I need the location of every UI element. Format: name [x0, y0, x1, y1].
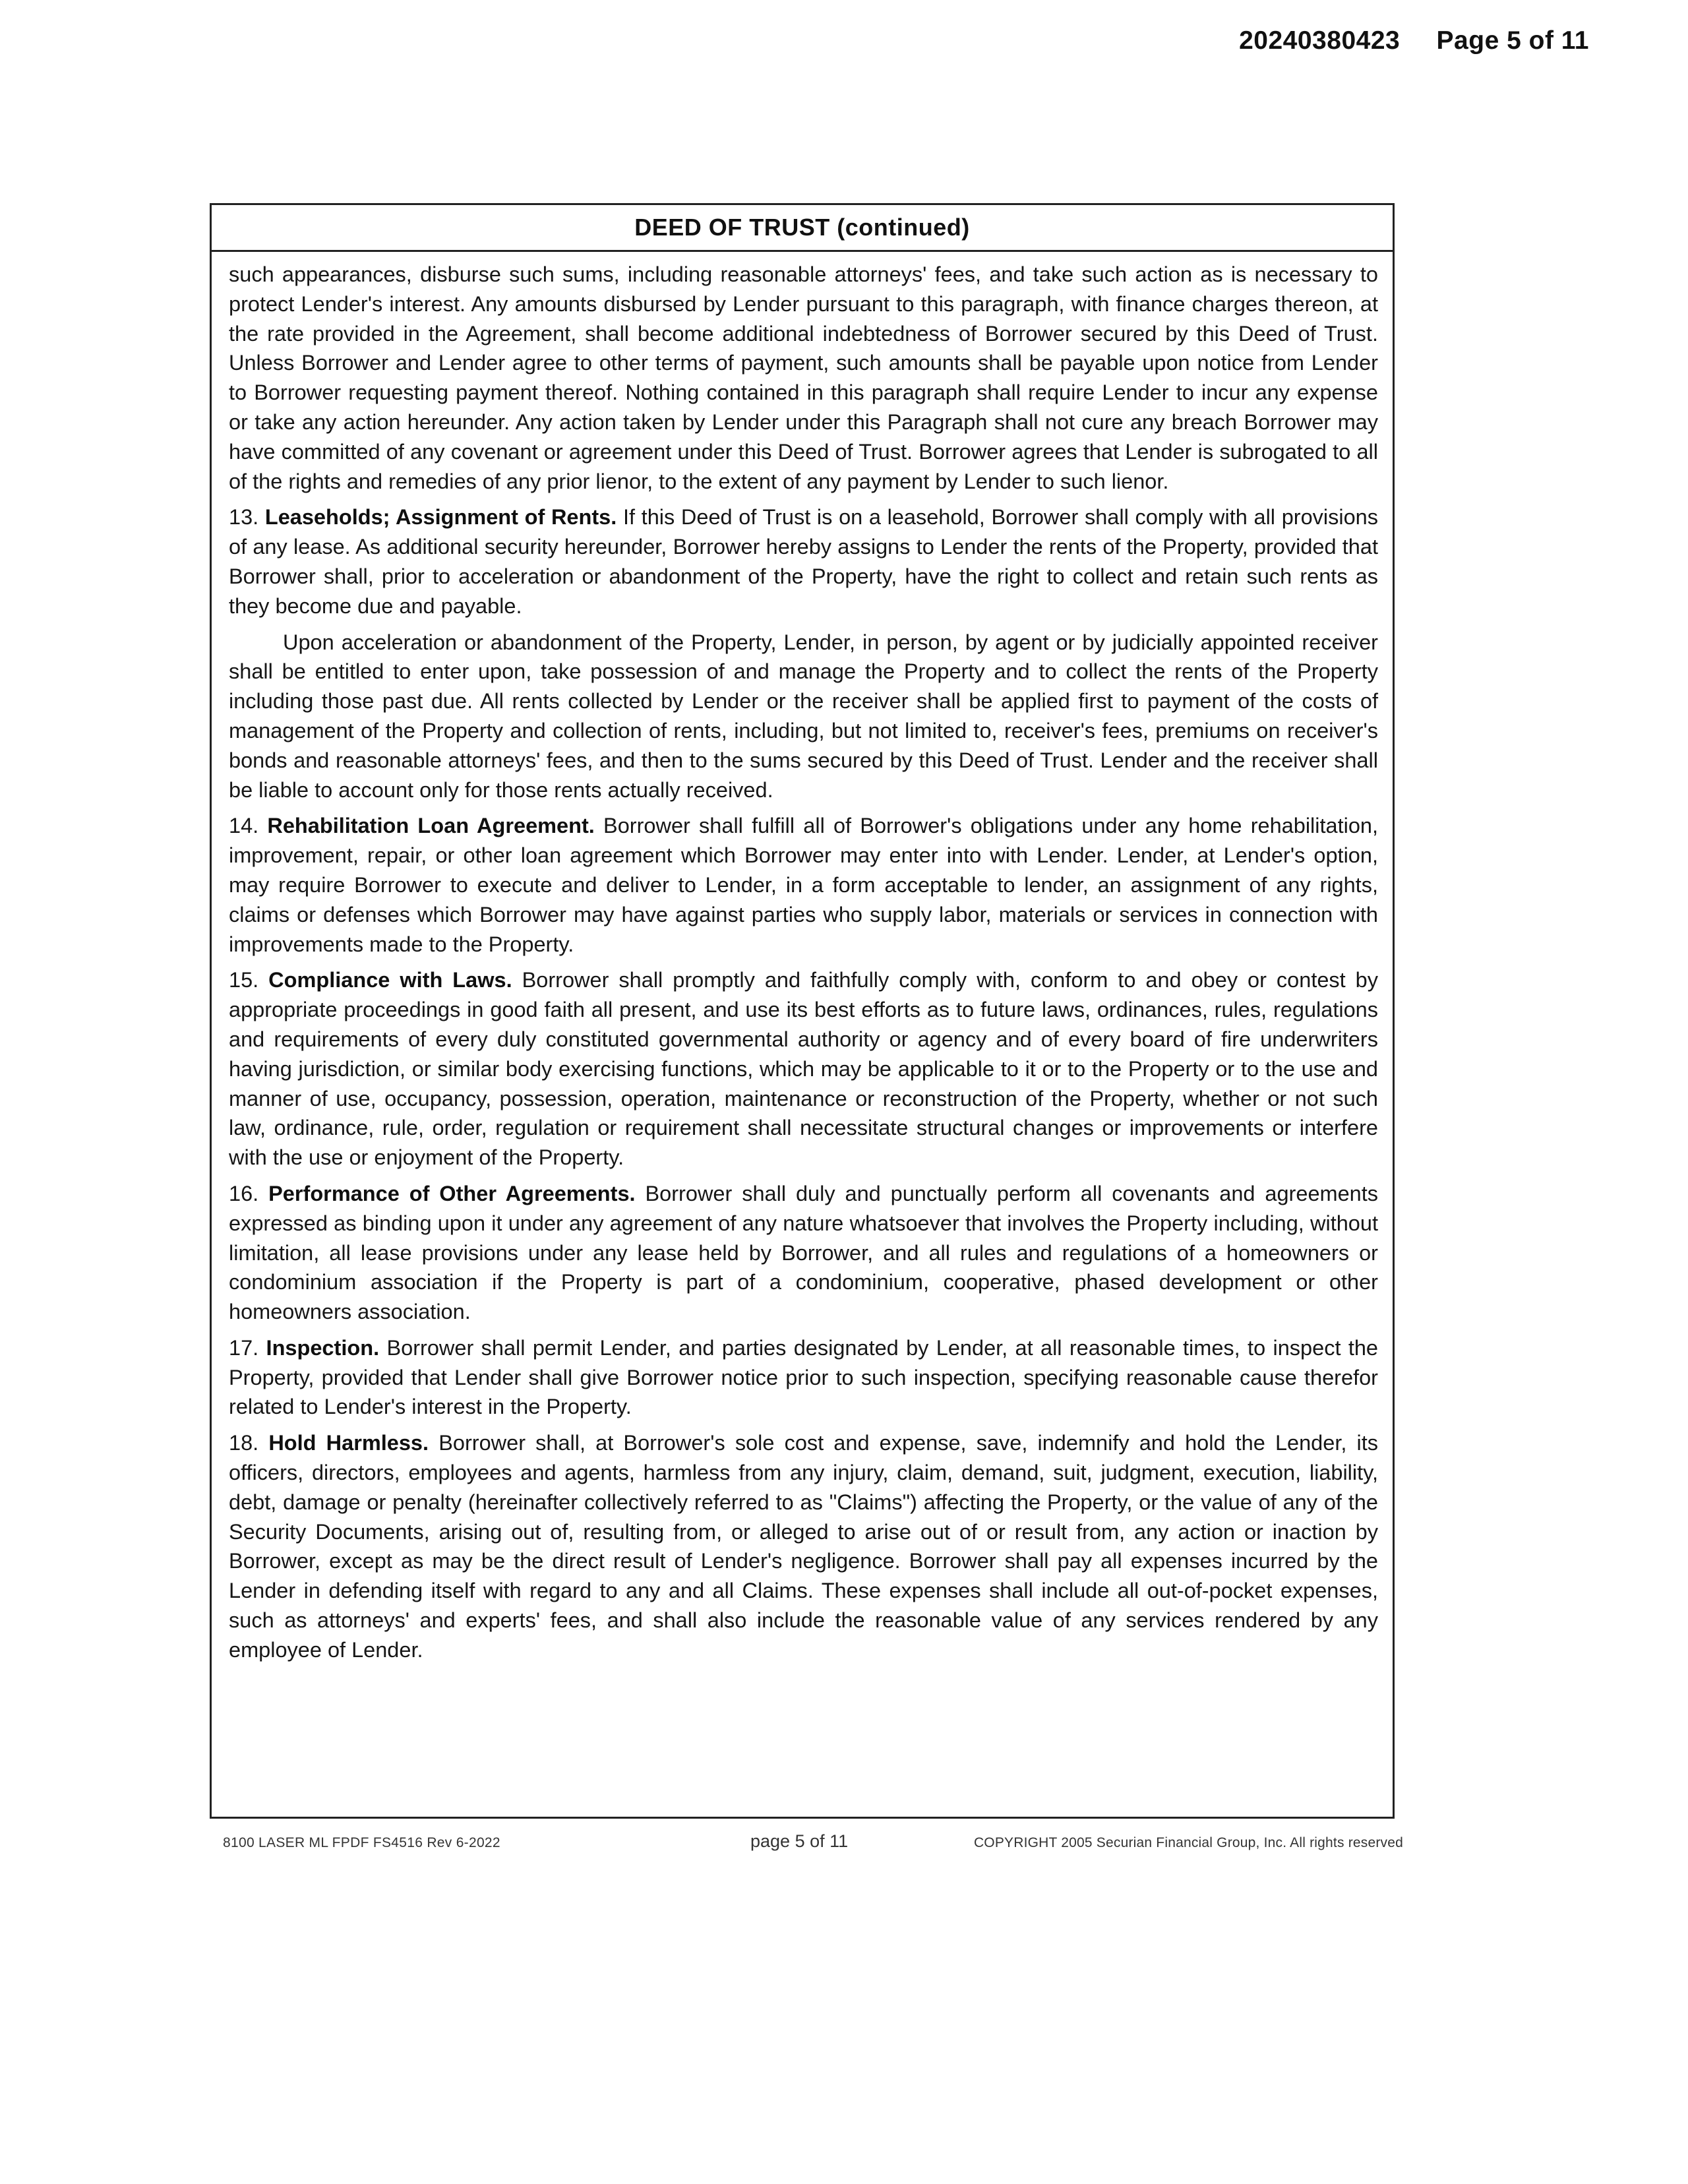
copyright-notice: COPYRIGHT 2005 Securian Financial Group, Inc. All rights reserved	[973, 1835, 1403, 1850]
paragraph-14	[229, 811, 1378, 959]
paragraph-number: 18.	[229, 1431, 259, 1455]
footer-page-number: page 5 of 11	[750, 1831, 849, 1851]
paragraph-heading: Performance of Other Agreements.	[268, 1181, 636, 1205]
paragraph-heading: Hold Harmless.	[268, 1431, 429, 1455]
paragraph-heading: Compliance with Laws.	[268, 968, 512, 992]
recording-header	[1239, 26, 1589, 55]
paragraph-number: 17.	[229, 1335, 259, 1360]
paragraph-heading: Leaseholds; Assignment of Rents.	[264, 505, 617, 530]
paragraph-continuation	[229, 260, 1378, 496]
paragraph-number: 13.	[229, 505, 259, 530]
paragraph-18	[229, 1428, 1378, 1664]
paragraph-text: Borrower shall, at Borrower's sole cost and expense, save, indemnify and hold the Lender, its officers, directors, employees and agents, harmless from any injury, claim, demand, suit, judgment, execution, liability, debt, damage or penalty (hereinafter collectively referred to as "Claims") affecting the Property, or the value of any of the Security Documents, arising out of, resulting from, or alleged to arise out of or result from, any action or inaction by Borrower, except as may be the direct result of Lender's negligence. Borrower shall pay all expenses incurred by the Lender in defending itself with regard to any and all Claims. These expenses shall include all out-of-pocket expenses, such as attorneys' and experts' fees, and shall also include the reasonable value of any services rendered by any employee of Lender.	[229, 1431, 1379, 1662]
paragraph-13	[229, 502, 1378, 621]
paragraph-text: Borrower shall permit Lender, and parties designated by Lender, at all reasonable times, to inspect the Property, provided that Lender shall give Borrower notice prior to such inspection, specifying reasonable cause therefor related to Lender's interest in the Property.	[229, 1335, 1379, 1419]
paragraph-text: If this Deed of Trust is on a leasehold, Borrower shall comply with all provisions of any lease. As additional security hereunder, Borrower hereby assigns to Lender the rents of the Property, provided that Borrower shall, prior to acceleration or abandonment of the Property, have the right to collect and retain such rents as they become due and payable.	[229, 505, 1379, 618]
paragraph-number: 15.	[229, 968, 259, 992]
form-body	[212, 252, 1393, 1665]
paragraph-heading: Inspection.	[266, 1335, 380, 1360]
paragraph-16	[229, 1179, 1378, 1327]
paragraph-17	[229, 1333, 1378, 1422]
paragraph-heading: Rehabilitation Loan Agreement.	[267, 814, 595, 838]
form-footer	[223, 1831, 1403, 1858]
deed-of-trust-form	[210, 203, 1395, 1819]
paragraph-text: Upon acceleration or abandonment of the Property, Lender, in person, by agent or by judicially appointed receiver shall be entitled to enter upon, take possession of and manage the Property and to collect the rents of the Property including those past due. All rents collected by Lender or the receiver shall be applied first to payment of the costs of management of the Property and collection of rents, including, but not limited to, receiver's fees, premiums on receiver's bonds and reasonable attorneys' fees, and then to the sums secured by this Deed of Trust. Lender and the receiver shall be liable to account only for those rents actually received.	[229, 630, 1378, 802]
paragraph-text: Borrower shall fulfill all of Borrower's obligations under any home rehabilitation, improvement, repair, or other loan agreement which Borrower may enter into with Lender. Lender, at Lender's option, may require Borrower to execute and deliver to Lender, in a form acceptable to lender, an assignment of any rights, claims or defenses which Borrower may have against parties who supply labor, materials or services in connection with improvements made to the Property.	[229, 814, 1379, 956]
document-number: 20240380423	[1239, 26, 1401, 55]
paragraph-text: Borrower shall promptly and faithfully comply with, conform to and obey or contest by appropriate proceedings in good faith all present, and use its best efforts as to future laws, ordinances, rules, regulations and requirements of every duly constituted governmental authority or agency and of every board of fire underwriters having jurisdiction, or similar body exercising functions, which may be applicable to it or to the Property or to the use and manner of use, occupancy, possession, operation, maintenance or reconstruction of the Property, whether or not such law, ordinance, rule, order, regulation or requirement shall necessitate structural changes or improvements or interfere with the use or enjoyment of the Property.	[229, 968, 1378, 1170]
paragraph-text: Borrower shall duly and punctually perform all covenants and agreements expressed as binding upon it under any agreement of any nature whatsoever that involves the Property including, without limitation, all lease provisions under any lease held by Borrower, and all rules and regulations of a homeowners or condominium association if the Property is part of a condominium, cooperative, phased development or other homeowners association.	[229, 1181, 1379, 1324]
form-title: DEED OF TRUST (continued)	[212, 205, 1393, 252]
paragraph-number: 16.	[229, 1181, 259, 1205]
form-code: 8100 LASER ML FPDF FS4516 Rev 6-2022	[223, 1835, 500, 1850]
paragraph-text: such appearances, disburse such sums, including reasonable attorneys' fees, and take such action as is necessary to protect Lender's interest. Any amounts disbursed by Lender pursuant to this paragraph, with finance charges thereon, at the rate provided in the Agreement, shall become additional indebtedness of Borrower secured by this Deed of Trust. Unless Borrower and Lender agree to other terms of payment, such amounts shall be payable upon notice from Lender to Borrower requesting payment thereof. Nothing contained in this paragraph shall require Lender to incur any expense or take any action hereunder. Any action taken by Lender under this Paragraph shall not cure any breach Borrower may have committed of any covenant or agreement under this Deed of Trust. Borrower agrees that Lender is subrogated to all of the rights and remedies of any prior lienor, to the extent of any payment by Lender to such lienor.	[229, 262, 1378, 493]
paragraph-number: 14.	[229, 814, 259, 838]
paragraph-15	[229, 965, 1378, 1172]
paragraph-13-continued	[229, 628, 1378, 805]
page-label: Page 5 of 11	[1436, 26, 1589, 55]
